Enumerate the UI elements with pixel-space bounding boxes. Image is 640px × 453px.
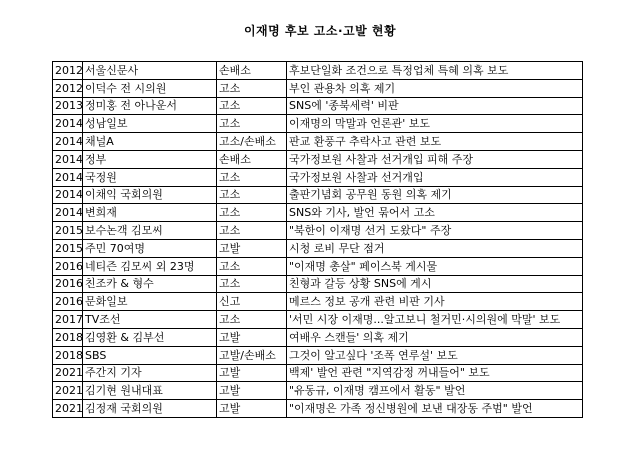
table-row	[53, 222, 583, 240]
description-cell: 이재명의 막말과 언론관' 보도	[287, 115, 583, 133]
year-cell: 2014	[53, 115, 83, 133]
year-cell: 2014	[53, 204, 83, 222]
year-cell: 2012	[53, 62, 83, 80]
description-cell: 판교 환풍구 추락사고 관련 보도	[287, 133, 583, 151]
year-cell: 2015	[53, 239, 83, 257]
description-cell: 국가정보원 사찰과 선거개입	[287, 168, 583, 186]
description-cell: 백제' 발언 관련 "지역감정 꺼내들어" 보도	[287, 364, 583, 382]
action-type-cell: 고발	[217, 382, 287, 400]
year-cell: 2014	[53, 168, 83, 186]
action-type-cell: 고소	[217, 222, 287, 240]
description-cell: '서민 시장 이재명...알고보니 철거민·시의원에 막말' 보도	[287, 311, 583, 329]
table-row	[53, 204, 583, 222]
year-cell: 2017	[53, 311, 83, 329]
target-cell: 이채익 국회의원	[83, 186, 217, 204]
table-row	[53, 400, 583, 418]
description-cell: "이재명 총살" 페이스북 게시물	[287, 257, 583, 275]
description-cell: 출판기념회 공무원 동원 의혹 제기	[287, 186, 583, 204]
target-cell: 문화일보	[83, 293, 217, 311]
year-cell: 2014	[53, 133, 83, 151]
description-cell: 시청 로비 무단 점거	[287, 239, 583, 257]
action-type-cell: 손배소	[217, 150, 287, 168]
table-row	[53, 79, 583, 97]
table-row	[53, 186, 583, 204]
target-cell: 친조카 & 형수	[83, 275, 217, 293]
target-cell: SBS	[83, 346, 217, 364]
table-row	[53, 328, 583, 346]
action-type-cell: 고소/손배소	[217, 133, 287, 151]
table-row	[53, 97, 583, 115]
description-cell: "유동규, 이재명 캠프에서 활동" 발언	[287, 382, 583, 400]
target-cell: 네티즌 김모씨 외 23명	[83, 257, 217, 275]
target-cell: 국정원	[83, 168, 217, 186]
target-cell: 성남일보	[83, 115, 217, 133]
table-row	[53, 168, 583, 186]
target-cell: 김영환 & 김부선	[83, 328, 217, 346]
action-type-cell: 고소	[217, 168, 287, 186]
table-row	[53, 133, 583, 151]
target-cell: 채널A	[83, 133, 217, 151]
target-cell: 정부	[83, 150, 217, 168]
description-cell: 여배우 스캔들' 의혹 제기	[287, 328, 583, 346]
year-cell: 2016	[53, 293, 83, 311]
table-row	[53, 364, 583, 382]
year-cell: 2016	[53, 257, 83, 275]
description-cell: 부인 관용차 의혹 제기	[287, 79, 583, 97]
action-type-cell: 고소	[217, 186, 287, 204]
action-type-cell: 고소	[217, 115, 287, 133]
target-cell: 이덕수 전 시의원	[83, 79, 217, 97]
year-cell: 2021	[53, 364, 83, 382]
table-row	[53, 150, 583, 168]
action-type-cell: 고소	[217, 275, 287, 293]
action-type-cell: 신고	[217, 293, 287, 311]
lawsuit-table	[52, 61, 583, 418]
table-row	[53, 293, 583, 311]
page-title: 이재명 후보 고소·고발 현황	[243, 24, 397, 38]
target-cell: 정미홍 전 아나운서	[83, 97, 217, 115]
year-cell: 2015	[53, 222, 83, 240]
table-row	[53, 115, 583, 133]
year-cell: 2018	[53, 346, 83, 364]
target-cell: 김기현 원내대표	[83, 382, 217, 400]
description-cell: SNS에 '종북세력' 비판	[287, 97, 583, 115]
action-type-cell: 고발	[217, 364, 287, 382]
description-cell: 메르스 정보 공개 관련 비판 기사	[287, 293, 583, 311]
action-type-cell: 고발	[217, 328, 287, 346]
target-cell: 보수논객 김모씨	[83, 222, 217, 240]
table-row	[53, 239, 583, 257]
target-cell: 서울신문사	[83, 62, 217, 80]
description-cell: 친형과 갈등 상황 SNS에 게시	[287, 275, 583, 293]
table-row	[53, 62, 583, 80]
table-row	[53, 257, 583, 275]
table-row	[53, 311, 583, 329]
description-cell: 후보단일화 조건으로 특정업체 특혜 의혹 보도	[287, 62, 583, 80]
target-cell: 변희재	[83, 204, 217, 222]
year-cell: 2021	[53, 382, 83, 400]
year-cell: 2016	[53, 275, 83, 293]
description-cell: SNS와 기사, 발언 묶어서 고소	[287, 204, 583, 222]
action-type-cell: 고소	[217, 79, 287, 97]
year-cell: 2014	[53, 150, 83, 168]
action-type-cell: 고소	[217, 204, 287, 222]
target-cell: TV조선	[83, 311, 217, 329]
description-cell: 그것이 알고싶다 '조폭 연루설' 보도	[287, 346, 583, 364]
action-type-cell: 고발	[217, 400, 287, 418]
action-type-cell: 고발/손배소	[217, 346, 287, 364]
target-cell: 주간지 기자	[83, 364, 217, 382]
action-type-cell: 손배소	[217, 62, 287, 80]
year-cell: 2014	[53, 186, 83, 204]
year-cell: 2012	[53, 79, 83, 97]
action-type-cell: 고소	[217, 257, 287, 275]
description-cell: "북한이 이재명 선거 도왔다" 주장	[287, 222, 583, 240]
table-row	[53, 275, 583, 293]
table-row	[53, 382, 583, 400]
target-cell: 김정재 국회의원	[83, 400, 217, 418]
year-cell: 2018	[53, 328, 83, 346]
year-cell: 2021	[53, 400, 83, 418]
action-type-cell: 고발	[217, 239, 287, 257]
year-cell: 2013	[53, 97, 83, 115]
description-cell: 국가정보원 사찰과 선거개입 피해 주장	[287, 150, 583, 168]
description-cell: "이재명은 가족 정신병원에 보낸 대장동 주범" 발언	[287, 400, 583, 418]
table-row	[53, 346, 583, 364]
action-type-cell: 고소	[217, 97, 287, 115]
action-type-cell: 고소	[217, 311, 287, 329]
target-cell: 주민 70여명	[83, 239, 217, 257]
